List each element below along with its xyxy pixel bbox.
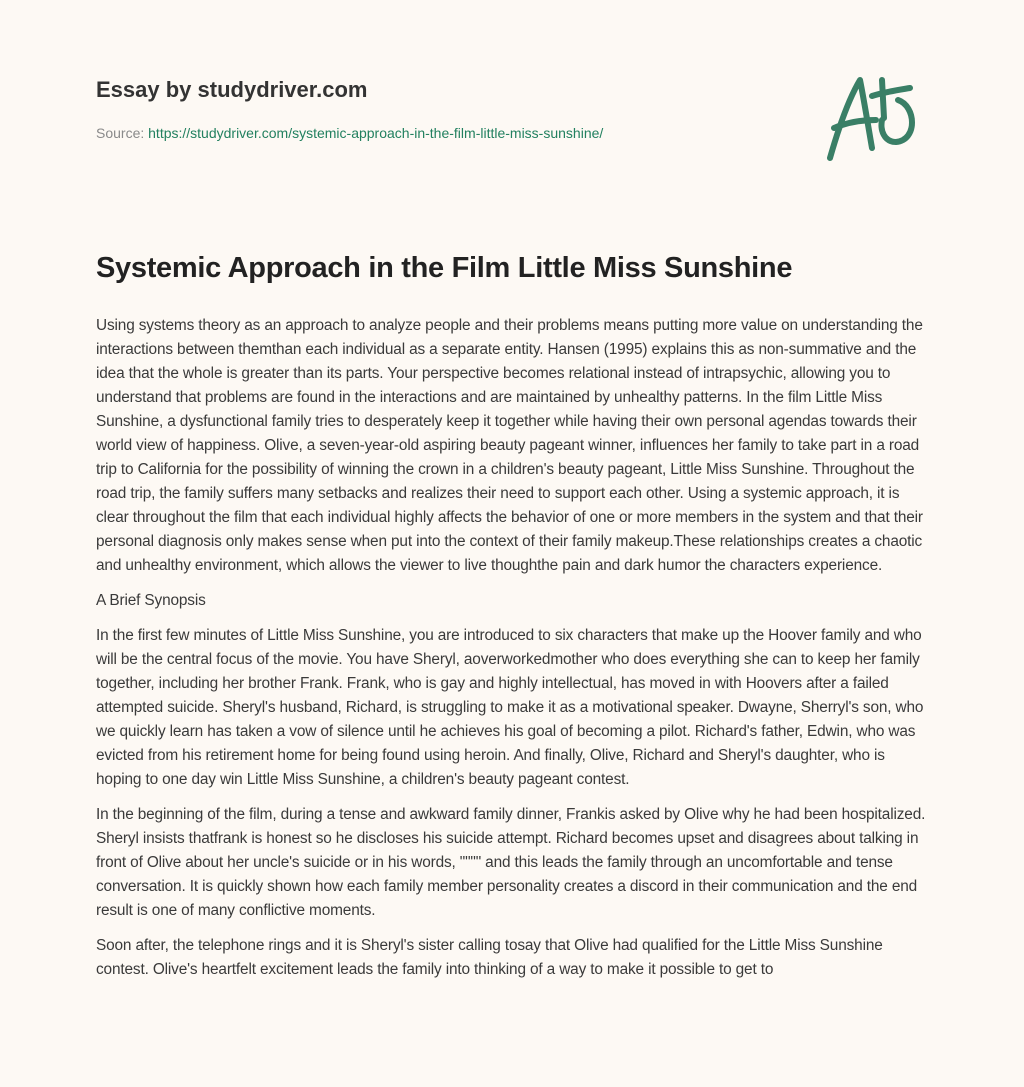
- source-line: [96, 125, 603, 141]
- site-brand: Essay by studydriver.com: [96, 77, 368, 102]
- essay-paragraph: In the first few minutes of Little Miss Sunshine, you are introduced to six characters that make up the Hoover family and who will be the central focus of the movie. You have Sheryl, aoverworkedmother who does everything she can to keep her family together, including her brother Frank. Frank, who is gay and highly intellectual, has moved in with Hoovers after a failed attempted suicide. Sheryl's husband, Richard, is struggling to make it as a motivational speaker. Dwayne, Sherryl's son, who we quickly learn has taken a vow of silence until he achieves his goal of becoming a pilot. Richard's father, Edwin, who was evicted from his retirement home for being found using heroin. And finally, Olive, Richard and Sheryl's daughter, who is hoping to one day win Little Miss Sunshine, a children's beauty pageant contest.: [96, 627, 924, 788]
- source-label: Source:: [96, 125, 145, 141]
- section-heading: A Brief Synopsis: [96, 592, 206, 609]
- essay-body: [96, 314, 934, 993]
- essay-paragraph: In the beginning of the film, during a tense and awkward family dinner, Frankis asked by Olive why he had been hospitalized. Sheryl insists thatfrank is honest so he discloses his suicide attempt. Richard becomes upset and disagrees about talking in front of Olive about her uncle's suicide or in his words, """" and this leads the family through an uncomfortable and tense conversation. It is quickly shown how each family member personality creates a discord in their communication and the end result is one of many conflictive moments.: [96, 806, 926, 919]
- source-link[interactable]: https://studydriver.com/systemic-approach-in-the-film-little-miss-sunshine/: [148, 125, 604, 141]
- a-plus-logo-icon: [820, 70, 930, 165]
- essay-paragraph: Using systems theory as an approach to analyze people and their problems means putting more value on understanding the interactions between themthan each individual as a separate entity. Hansen (1995) explains this as non-summative and the idea that the whole is greater than its parts. Your perspective becomes relational instead of intrapsychic, allowing you to understand that problems are found in the interactions and are maintained by unhealthy patterns. In the film Little Miss Sunshine, a dysfunctional family tries to desperately keep it together while having their own personal agendas towards their world view of happiness. Olive, a seven-year-old aspiring beauty pageant winner, influences her family to take part in a road trip to California for the possibility of winning the crown in a children's beauty pageant, Little Miss Sunshine. Throughout the road trip, the family suffers many setbacks and realizes their need to support each other. Using a systemic approach, it is clear throughout the film that each individual highly affects the behavior of one or more members in the system and that their personal diagnosis only makes sense when put into the context of their family makeup.These relationships creates a chaotic and unhealthy environment, which allows the viewer to live thoughthe pain and dark humor the characters experience.: [96, 317, 923, 574]
- essay-title: Systemic Approach in the Film Little Miss Sunshine: [96, 252, 793, 284]
- essay-paragraph: Soon after, the telephone rings and it is Sheryl's sister calling tosay that Olive had qualified for the Little Miss Sunshine contest. Olive's heartfelt excitement leads the family into thinking of a way to make it possible to get to: [96, 937, 883, 978]
